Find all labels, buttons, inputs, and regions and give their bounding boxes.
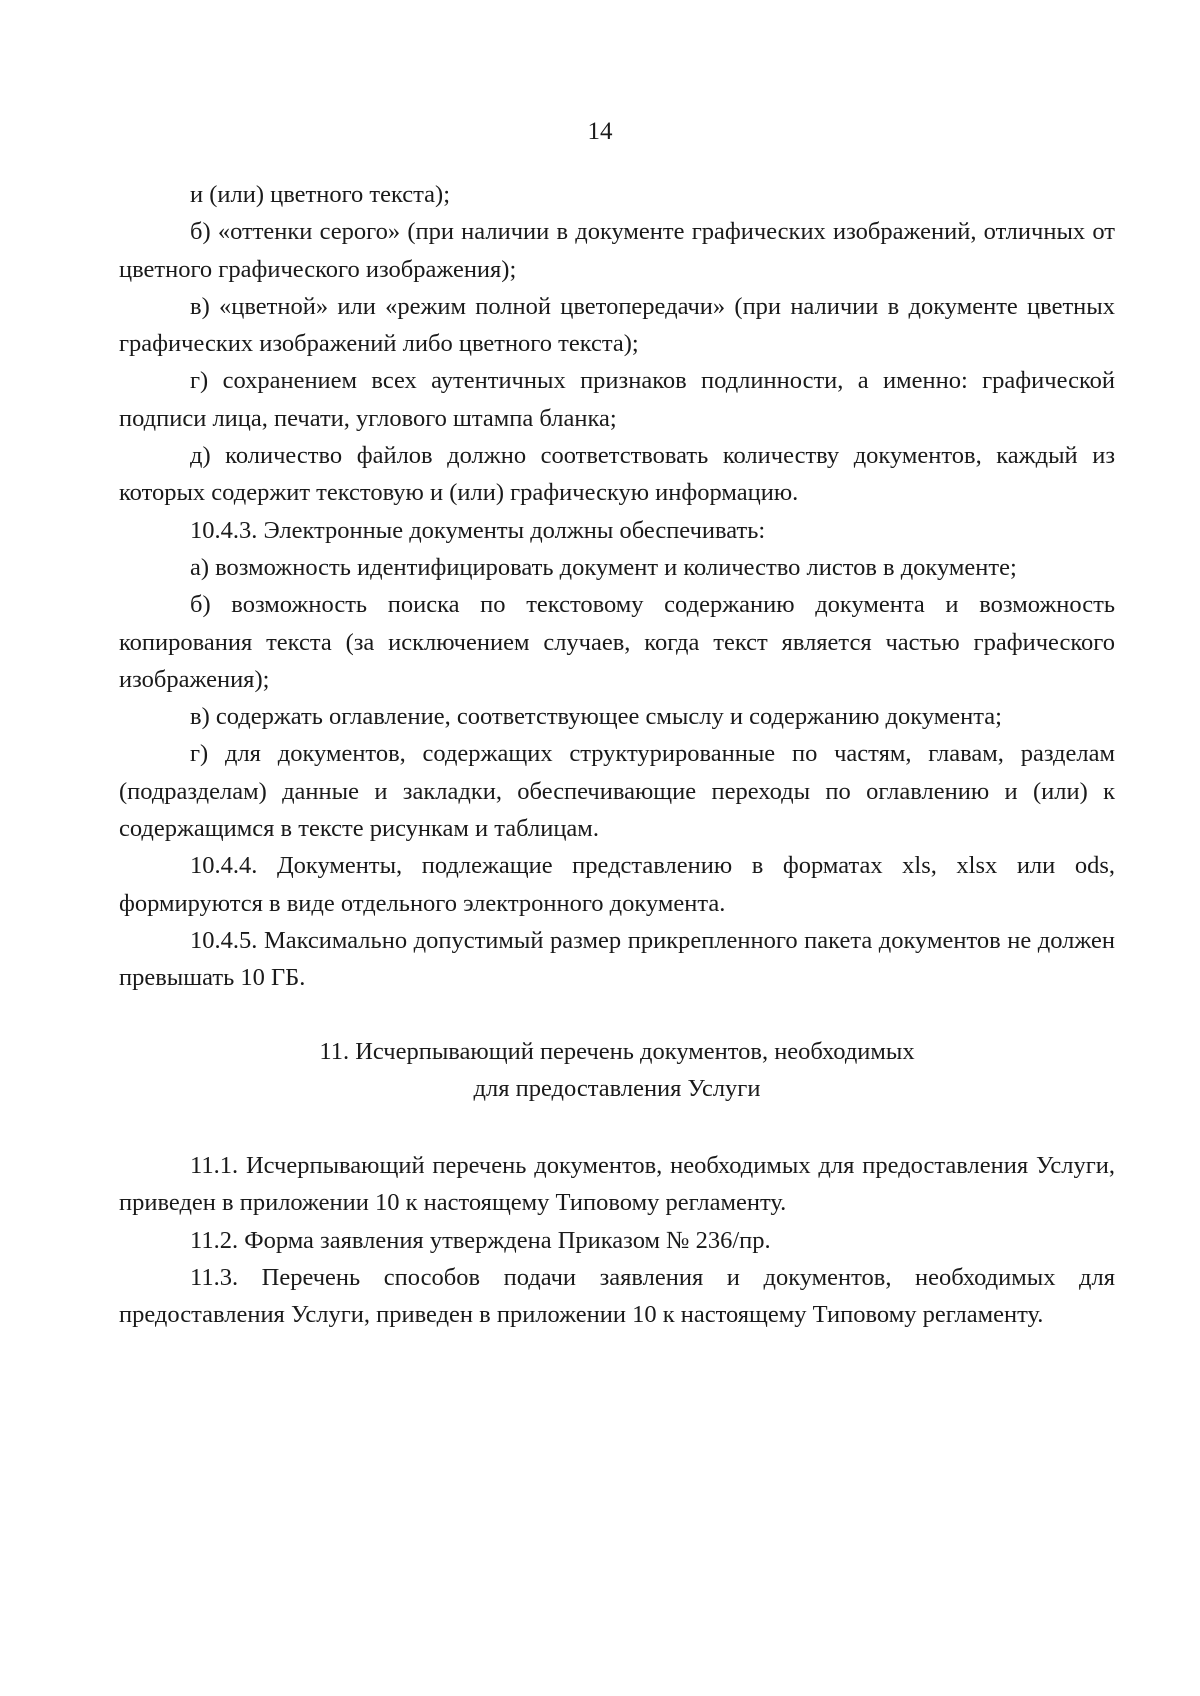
paragraph-10-4-3: 10.4.3. Электронные документы должны обеспечивать:: [190, 516, 766, 544]
paragraph-10-4-4: 10.4.4. Документы, подлежащие представлению в форматах xls, xlsx или ods, формируются в виде отдельного электронного документа.: [119, 852, 1115, 917]
paragraph-item-a-identify: а) возможность идентифицировать документ и количество листов в документе;: [190, 553, 1017, 581]
paragraph-continuation: и (или) цветного текста);: [190, 181, 451, 208]
paragraph-10-4-5: 10.4.5. Максимально допустимый размер прикрепленного пакета документов не должен превышать 10 ГБ.: [119, 926, 1115, 992]
paragraph-item-g-bookmarks: г) для документов, содержащих структурированные по частям, главам, разделам (подразделам) данные и закладки, обеспечивающие переходы по оглавлению и (или) к содержащимся в тексте рисункам и таблицам.: [119, 740, 1115, 843]
page-number: 14: [587, 118, 613, 145]
document-body: [119, 176, 1115, 1334]
paragraph-item-b-grayscale: б) «оттенки серого» (при наличии в документе графических изображений, отличных от цветного графического изображения);: [119, 218, 1115, 283]
paragraph-item-v-color: в) «цветной» или «режим полной цветопередачи» (при наличии в документе цветных графических изображений либо цветного текста);: [119, 292, 1115, 358]
paragraph-item-b-search: б) возможность поиска по текстовому содержанию документа и возможность копирования текста (за исключением случаев, когда текст является частью графического изображения);: [119, 591, 1115, 693]
section-title-line-2: для предоставления Услуги: [473, 1074, 761, 1102]
paragraph-item-d-file-count: д) количество файлов должно соответствовать количеству документов, каждый из которых содержит текстовую и (или) графическую информацию.: [119, 442, 1115, 507]
paragraph-item-v-contents: в) содержать оглавление, соответствующее смыслу и содержанию документа;: [190, 703, 1002, 731]
paragraph-11-1: 11.1. Исчерпывающий перечень документов, необходимых для предоставления Услуги, приведен в приложении 10 к настоящему Типовому регламенту.: [119, 1152, 1115, 1217]
paragraph-11-2: 11.2. Форма заявления утверждена Приказом № 236/пр.: [190, 1226, 771, 1254]
paragraph-11-3: 11.3. Перечень способов подачи заявления и документов, необходимых для предоставления Услуги, приведен в приложении 10 к настоящему Типовому регламенту.: [119, 1264, 1115, 1329]
section-title-line-1: 11. Исчерпывающий перечень документов, необходимых: [319, 1037, 915, 1065]
spacer: [119, 997, 1115, 1033]
section-title: [119, 1033, 1115, 1108]
spacer: [119, 1107, 1115, 1147]
paragraph-item-g-authenticity: г) сохранением всех аутентичных признаков подлинности, а именно: графической подписи лица, печати, углового штампа бланка;: [119, 367, 1115, 432]
